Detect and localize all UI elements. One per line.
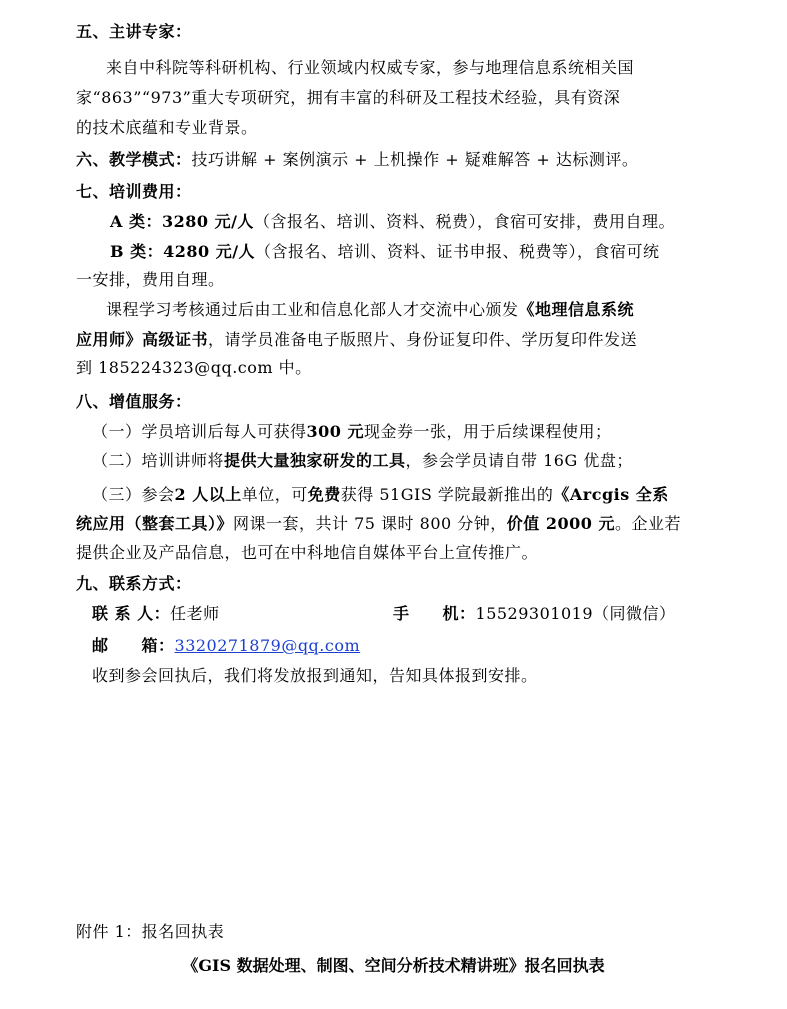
service-item-3-course-b: 统应用（整套工具）》 bbox=[76, 514, 234, 533]
attachment-title: 《GIS 数据处理、制图、空间分析技术精讲班》报名回执表 bbox=[182, 956, 605, 975]
section-6-text: 技巧讲解 + 案例演示 + 上机操作 + 疑难解答 + 达标测评。 bbox=[191, 150, 639, 169]
certificate-text-1a: 课程学习考核通过后由工业和信息化部人才交流中心颁发 bbox=[106, 300, 519, 319]
service-item-3-line-2 bbox=[76, 514, 681, 534]
service-item-3-text-h: 网课一套，共计 75 课时 800 分钟， bbox=[233, 514, 507, 533]
certificate-line-1 bbox=[106, 300, 634, 320]
section-7-heading: 七、培训费用： bbox=[76, 182, 192, 201]
section-5-heading: 五、主讲专家： bbox=[76, 22, 192, 41]
service-item-3-free: 免费 bbox=[307, 485, 341, 504]
service-item-2 bbox=[92, 451, 633, 471]
certificate-line-2 bbox=[76, 330, 637, 350]
fee-class-b-label: B 类：4280 元/人 bbox=[110, 242, 256, 261]
service-item-3-line-3: 提供企业及产品信息，也可在中科地信自媒体平台上宣传推广。 bbox=[76, 543, 539, 562]
service-item-3-text-c: 单位，可 bbox=[241, 485, 308, 504]
phone-value: 15529301019（同微信） bbox=[475, 604, 676, 623]
fee-class-a-text: （含报名、培训、资料、税费），食宿可安排，费用自理。 bbox=[253, 212, 675, 231]
fee-class-a bbox=[110, 212, 675, 232]
contact-person-value: 任老师 bbox=[170, 604, 220, 623]
service-item-1-amount: 300 元 bbox=[306, 422, 364, 441]
email-link[interactable]: 3320271879@qq.com bbox=[174, 636, 361, 655]
section-6-heading: 六、教学模式： bbox=[76, 150, 192, 169]
section-8-heading: 八、增值服务： bbox=[76, 392, 192, 411]
registration-note: 收到参会回执后，我们将发放报到通知，告知具体报到安排。 bbox=[92, 666, 538, 685]
certificate-text-2b: ，请学员准备电子版照片、身份证复印件、学历复印件发送 bbox=[208, 330, 638, 349]
fee-class-b bbox=[110, 242, 660, 262]
certificate-name-2a: 应用师》高级证书 bbox=[76, 330, 209, 349]
service-item-3-text-e: 获得 51GIS 学院最新推出的 bbox=[340, 485, 554, 504]
contact-person-label: 联 系 人： bbox=[92, 604, 171, 623]
fee-class-a-label: A 类：3280 元/人 bbox=[110, 212, 254, 231]
service-item-1-rest: 现金券一张，用于后续课程使用； bbox=[364, 422, 612, 441]
attachment-label: 附件 1：报名回执表 bbox=[76, 922, 225, 941]
service-item-3-text-j: 。企业若 bbox=[614, 514, 681, 533]
service-item-3-count: 2 人以上 bbox=[174, 485, 242, 504]
service-item-3-value: 价值 2000 元 bbox=[506, 514, 615, 533]
phone-row bbox=[393, 604, 676, 624]
service-item-3-text-a: （三）参会 bbox=[92, 485, 175, 504]
phone-label: 手 机： bbox=[393, 604, 476, 623]
section-6-line bbox=[76, 150, 638, 170]
contact-person-row bbox=[92, 604, 220, 624]
service-item-1 bbox=[92, 422, 612, 442]
service-item-3-course-a: 《Arcgis 全系 bbox=[553, 485, 669, 504]
section-5-paragraph-line-3: 的技术底蕴和专业背景。 bbox=[76, 118, 258, 137]
service-item-3-line-1 bbox=[92, 485, 669, 505]
email-label: 邮 箱： bbox=[92, 636, 175, 655]
certificate-line-3: 到 185224323@qq.com 中。 bbox=[76, 358, 312, 377]
email-row bbox=[92, 636, 360, 656]
fee-class-b-text: （含报名、培训、资料、证书申报、税费等），食宿可统 bbox=[255, 242, 660, 261]
fee-class-b-continued: 一安排，费用自理。 bbox=[76, 270, 225, 289]
certificate-name-1b: 《地理信息系统 bbox=[518, 300, 635, 319]
section-9-heading: 九、联系方式： bbox=[76, 574, 192, 593]
service-item-2-text: （二）培训讲师将 bbox=[92, 451, 225, 470]
service-item-2-highlight: 提供大量独家研发的工具 bbox=[224, 451, 406, 470]
service-item-1-text: （一）学员培训后每人可获得 bbox=[92, 422, 307, 441]
service-item-2-rest: ，参会学员请自带 16G 优盘； bbox=[405, 451, 633, 470]
section-5-paragraph-line-2: 家“863”“973”重大专项研究，拥有丰富的科研及工程技术经验，具有资深 bbox=[76, 88, 621, 107]
section-5-paragraph-line-1: 来自中科院等科研机构、行业领域内权威专家，参与地理信息系统相关国 bbox=[106, 58, 635, 77]
